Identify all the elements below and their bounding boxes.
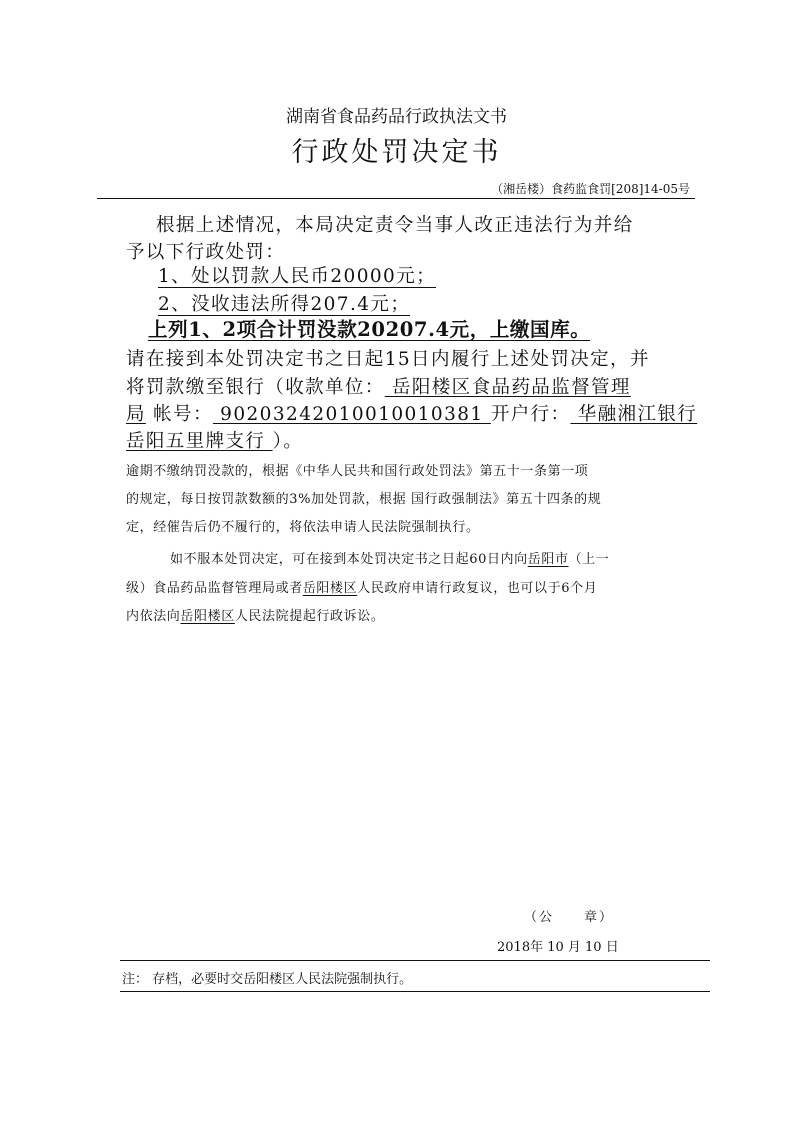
payment-line-1: 请在接到本处罚决定书之日起15日内履行上述处罚决定，并	[126, 349, 650, 370]
decision-line-1: 根据上述情况，本局决定责令当事人改正违法行为并给	[156, 215, 634, 236]
payment-line-2-prefix: 将罚款缴至银行（收款单位：	[126, 377, 385, 398]
bank-name-part-1: 华融湘江银行	[570, 404, 698, 425]
note-divider-bottom	[120, 991, 710, 992]
payee-name-part-2: 局	[126, 404, 146, 425]
document-series: 湖南省食品药品行政执法文书	[286, 107, 507, 127]
penalty-item-fine-text: 1、处以罚款人民币20000元；	[158, 266, 437, 287]
appeal-line-3	[126, 605, 384, 624]
payee-name-part-1: 岳阳楼区食品药品监督管理	[384, 377, 631, 398]
appeal-line-3-pre: 内依法向	[126, 609, 181, 624]
header-divider	[97, 198, 695, 199]
appeal-line-2-post: 人民政府申请行政复议，也可以于6个月	[357, 581, 598, 596]
payment-line-2	[126, 373, 631, 399]
account-number: 90203242010010010381	[212, 404, 491, 425]
overdue-line-1: 逾期不缴纳罚没款的，根据《中华人民共和国行政处罚法》第五十一条第一项	[126, 464, 589, 479]
payment-line-3	[126, 400, 697, 426]
appeal-line-3-post: 人民法院提起行政诉讼。	[234, 609, 385, 624]
payment-line-4	[126, 427, 303, 453]
appeal-district: 岳阳楼区	[302, 581, 358, 596]
appeal-city: 岳阳市	[527, 552, 569, 567]
appeal-line-2	[126, 577, 597, 596]
payment-closing: ）。	[272, 431, 304, 452]
appeal-line-1	[170, 548, 609, 567]
footnote: 注： 存档，必要时交岳阳楼区人民法院强制执行。	[122, 972, 413, 987]
note-divider-top	[120, 960, 710, 961]
overdue-line-2: 的规定，每日按罚款数额的3%加处罚款，根据 国行政强制法》第五十四条的规	[126, 492, 602, 507]
penalty-total	[148, 318, 590, 341]
appeal-line-2-pre: 级）食品药品监督管理局或者	[126, 581, 303, 596]
penalty-item-confiscation-text: 2、没收违法所得207.4元；	[158, 294, 411, 315]
penalty-item-fine	[158, 266, 436, 288]
bank-name-part-2: 岳阳五里牌支行	[126, 431, 273, 452]
document-number: （湘岳楼）食药监食罚[208]14-05号	[491, 182, 690, 196]
appeal-line-1-post: （上一	[568, 552, 610, 567]
appeal-line-1-pre: 如不服本处罚决定，可在接到本处罚决定书之日起60日内向	[170, 552, 528, 567]
overdue-line-3: 定，经催告后仍不履行的，将依法申请人民法院强制执行。	[126, 520, 480, 535]
document-title: 行政处罚决定书	[291, 137, 502, 168]
official-seal-label: （公 章）	[524, 910, 615, 925]
decision-line-2: 予以下行政处罚：	[126, 242, 286, 263]
appeal-district-court: 岳阳楼区	[180, 609, 235, 624]
penalty-total-text: 上列1、2项合计罚没款20207.4元，上缴国库。	[148, 318, 591, 341]
bank-label: 开户行：	[490, 404, 571, 425]
account-label: 帐号：	[145, 404, 213, 425]
issue-date: 2018年 10 月 10 日	[497, 940, 619, 955]
penalty-item-confiscation	[158, 294, 410, 316]
